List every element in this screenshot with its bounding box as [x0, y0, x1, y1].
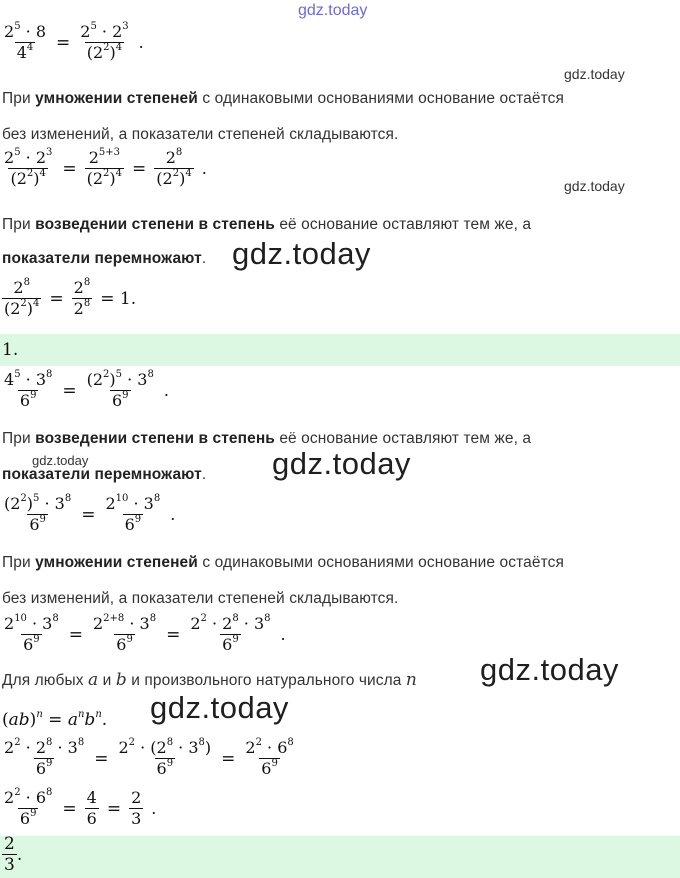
- rule-text: показатели перемножают.: [2, 466, 207, 483]
- rule-text: без изменений, а показатели степеней складываются.: [2, 590, 399, 607]
- equation-6: $\frac{2^{10} \cdot 3^8}{6^9}$ = $\frac{2^{2+8} \cdot 3^8}{6^9}$ = $\frac{2^2 \cdot 2^8 \cdot 3^8}{6^9}$ .: [4, 613, 286, 654]
- equation-4: $\frac{4^5 \cdot 3^8}{6^9}$ = $\frac{(2^2)^5 \cdot 3^8}{6^9}$ .: [4, 369, 169, 410]
- rule-text: При возведении степени в степень её основание оставляют тем же, а: [2, 216, 532, 233]
- watermark-top: gdz.today: [298, 2, 368, 19]
- equation-1: $\frac{2^5 \cdot 8}{4^4}$ = $\frac{2^5 \cdot 2^3}{(2^2)^4}$ .: [4, 21, 144, 62]
- answer-band: [0, 334, 680, 366]
- equation-9: $\frac{2^2 \cdot 6^8}{6^9}$ = $\frac{4}{6}$ = $\frac{2}{3}$ .: [4, 787, 157, 828]
- equation-8: $\frac{2^2 \cdot 2^8 \cdot 3^8}{6^9}$ = $\frac{2^2 \cdot (2^8 \cdot 3^8)}{6^9}$ = $\frac{2^2 \cdot 6^8}{6^9}$: [4, 737, 294, 778]
- rule-text: без изменений, а показатели степеней складываются.: [2, 126, 399, 143]
- rule-text: При возведении степени в степень её основание оставляют тем же, а: [2, 430, 532, 447]
- watermark: gdz.today: [564, 178, 625, 194]
- answer-2: $\frac{2}{3}$ .: [4, 834, 23, 875]
- watermark: gdz.today: [272, 446, 411, 481]
- rule-text: показатели перемножают.: [2, 250, 207, 267]
- watermark: gdz.today: [32, 453, 89, 468]
- rule-text: При умножении степеней с одинаковыми основаниями основание остаётся: [2, 90, 564, 107]
- equation-7: $(ab)^n = a^nb^n$.: [2, 709, 108, 730]
- equation-5: $\frac{(2^2)^5 \cdot 3^8}{6^9}$ = $\frac{2^{10} \cdot 3^8}{6^9}$ .: [4, 493, 176, 534]
- answer-1: 1.: [2, 340, 19, 360]
- equation-2: $\frac{2^5 \cdot 2^3}{(2^2)^4}$ = $\frac{2^{5+3}}{(2^2)^4}$ = $\frac{2^8}{(2^2)^4}$ .: [4, 147, 207, 188]
- watermark: gdz.today: [564, 66, 625, 82]
- rule-text: При умножении степеней с одинаковыми основаниями основание остаётся: [2, 554, 564, 571]
- watermark: gdz.today: [480, 652, 619, 687]
- watermark: gdz.today: [232, 236, 371, 271]
- answer-band: [0, 836, 680, 878]
- equation-3: $\frac{2^8}{(2^2)^4}$ = $\frac{2^8}{2^8}$ = 1.: [4, 277, 137, 318]
- rule-text: Для любых a и b и произвольного натурального числа n: [2, 670, 417, 690]
- watermark: gdz.today: [150, 690, 289, 725]
